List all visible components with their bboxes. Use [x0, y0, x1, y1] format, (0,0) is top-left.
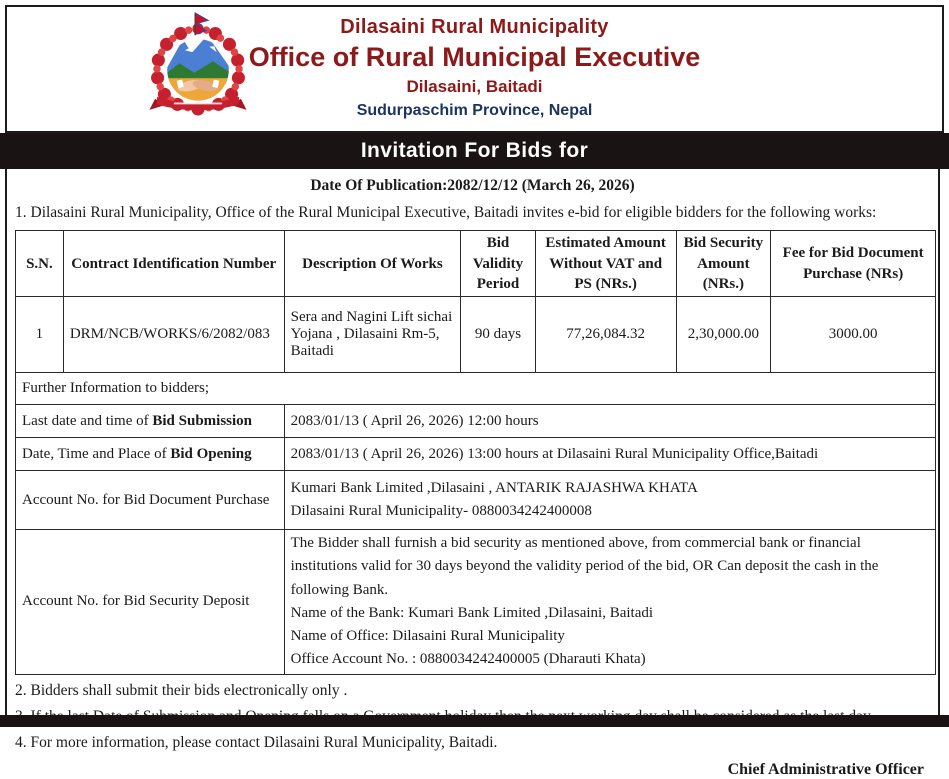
cell-estimated-amount: 77,26,084.32 [535, 297, 676, 373]
office-location: Dilasaini, Baitadi [406, 77, 543, 96]
further-info-label: Further Information to bidders; [16, 373, 936, 405]
col-contract-id: Contract Identification Number [63, 231, 284, 297]
cell-bid-security: 2,30,000.00 [676, 297, 771, 373]
publication-date: Date Of Publication:2082/12/12 (March 26, 2026) [310, 177, 635, 194]
col-bid-security: Bid Security Amount (NRs.) [676, 231, 771, 297]
bid-submission-row [16, 405, 936, 438]
cell-sn: 1 [16, 297, 64, 373]
bid-table [15, 230, 936, 675]
office-name: Office of Rural Municipal Executive [248, 42, 701, 72]
col-validity: Bid Validity Period [461, 231, 536, 297]
note-item-2: 2. Bidders shall submit their bids electronically only . [15, 681, 348, 699]
security-deposit-account-label: Account No. for Bid Security Deposit [16, 530, 285, 675]
bid-opening-row [16, 438, 936, 471]
cell-contract-id: DRM/NCB/WORKS/6/2082/083 [63, 297, 284, 373]
note-item-4: 4. For more information, please contact Dilasaini Rural Municipality, Baitadi. [15, 733, 498, 751]
table-header-row [16, 231, 936, 297]
invitation-banner-title: Invitation For Bids for [360, 139, 589, 162]
bid-opening-value: 2083/01/13 ( April 26, 2026) 13:00 hours at Dilasaini Rural Municipality Office,Baitadi [284, 438, 935, 471]
security-deposit-account-value: The Bidder shall furnish a bid security as mentioned above, from commercial bank or financial institutions valid for 30 days beyond the validity period of the bid, OR Can deposit the cash in the following Bank. Name of the Bank: Kumari Bank Limited ,Dilasaini, Baitadi Name of Office: Dilasaini Rural Municipality Office Account No. : 0880034242400005 (Dharauti Khata) [284, 530, 935, 675]
note-item-1: 1. Dilasaini Rural Municipality, Office of the Rural Municipal Executive, Baitadi invites e-bid for eligible bidders for the following works: [15, 204, 877, 221]
cell-description: Sera and Nagini Lift sichai Yojana , Dilasaini Rm-5, Baitadi [284, 297, 461, 373]
table-row [16, 297, 936, 373]
bottom-rule [0, 715, 949, 727]
municipality-name: Dilasaini Rural Municipality [340, 16, 609, 38]
bid-opening-label: Date, Time and Place of Bid Opening [16, 438, 285, 471]
document-purchase-account-value: Kumari Bank Limited ,Dilasaini , ANTARIK RAJASHWA KHATA Dilasaini Rural Municipality- 0880034242400008 [284, 471, 935, 530]
bid-submission-label: Last date and time of Bid Submission [16, 405, 285, 438]
security-deposit-account-row [16, 530, 936, 675]
col-document-fee: Fee for Bid Document Purchase (NRs) [771, 231, 936, 297]
cell-validity: 90 days [461, 297, 536, 373]
further-info-row [16, 373, 936, 405]
bid-submission-value: 2083/01/13 ( April 26, 2026) 12:00 hours [284, 405, 935, 438]
letterhead-text [7, 7, 942, 131]
signatory-title: Chief Administrative Officer [727, 761, 924, 779]
invitation-banner [0, 133, 949, 169]
document-purchase-account-row [16, 471, 936, 530]
province-line: Sudurpaschim Province, Nepal [356, 102, 593, 119]
cell-document-fee: 3000.00 [771, 297, 936, 373]
col-estimated-amount: Estimated Amount Without VAT and PS (NRs.) [535, 231, 676, 297]
document-purchase-account-label: Account No. for Bid Document Purchase [16, 471, 285, 530]
col-sn: S.N. [16, 231, 64, 297]
letterhead [5, 5, 944, 133]
notice-body [5, 169, 940, 779]
col-description: Description Of Works [284, 231, 461, 297]
